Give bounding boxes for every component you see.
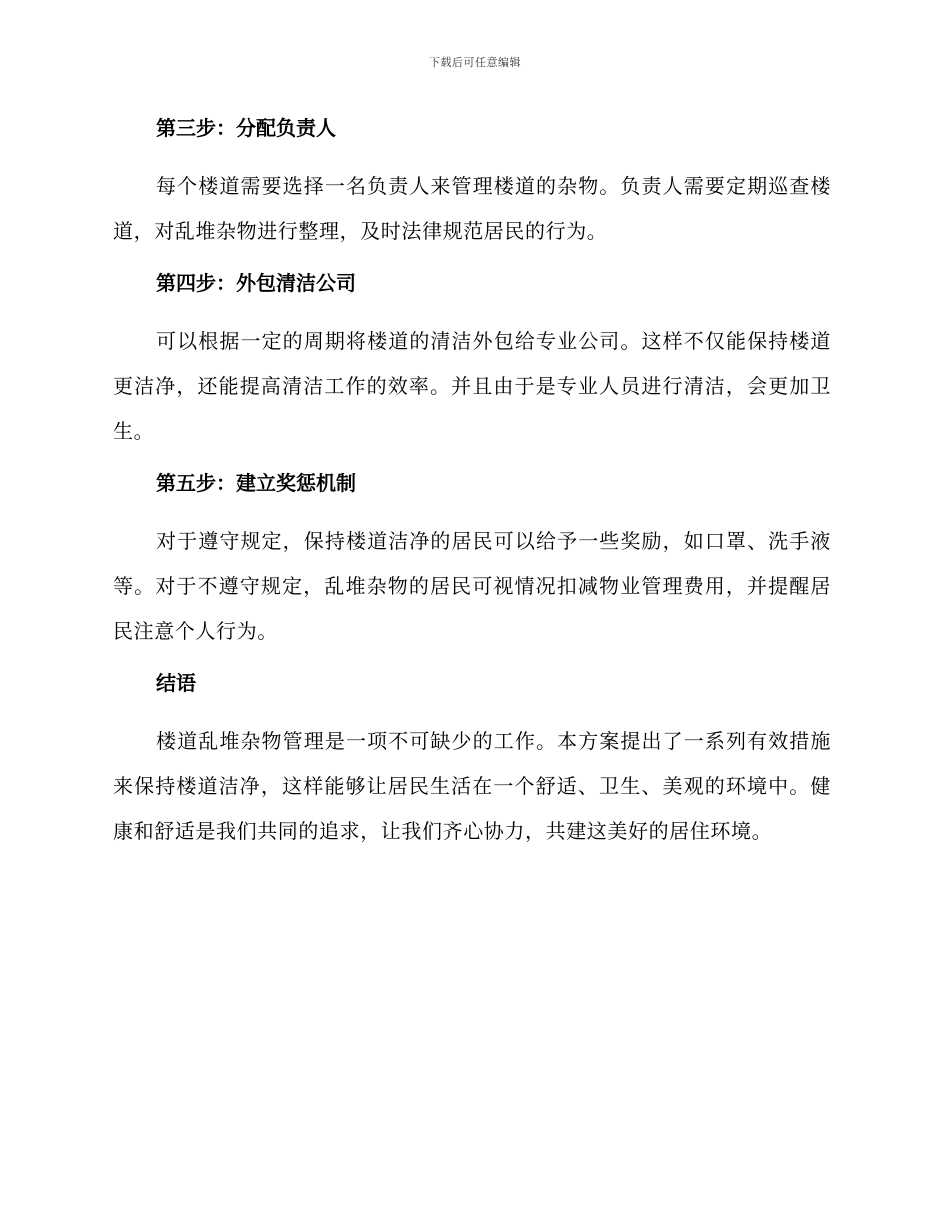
section-paragraph-step-3: 每个楼道需要选择一名负责人来管理楼道的杂物。负责人需要定期巡查楼道，对乱堆杂物进行整理，及时法律规范居民的行为。: [113, 174, 831, 243]
section-paragraph-conclusion: 楼道乱堆杂物管理是一项不可缺少的工作。本方案提出了一系列有效措施来保持楼道洁净，这样能够让居民生活在一个舒适、卫生、美观的环境中。健康和舒适是我们共同的追求，让我们齐心协力，共建这美好的居住环境。: [113, 729, 831, 843]
page-header: 下载后可任意编辑: [429, 56, 521, 69]
section-heading-step-4: 第四步：外包清洁公司: [156, 271, 356, 295]
document-body: [113, 112, 831, 867]
section-heading-step-5: 第五步：建立奖惩机制: [156, 471, 356, 495]
section-paragraph-step-4: 可以根据一定的周期将楼道的清洁外包给专业公司。这样不仅能保持楼道更洁净，还能提高清洁工作的效率。并且由于是专业人员进行清洁，会更加卫生。: [113, 329, 831, 443]
section-paragraph-step-5: 对于遵守规定，保持楼道洁净的居民可以给予一些奖励，如口罩、洗手液等。对于不遵守规定，乱堆杂物的居民可视情况扣减物业管理费用，并提醒居民注意个人行为。: [113, 529, 831, 643]
section-heading-step-3: 第三步：分配负责人: [156, 116, 336, 140]
section-heading-conclusion: 结语: [156, 671, 196, 695]
